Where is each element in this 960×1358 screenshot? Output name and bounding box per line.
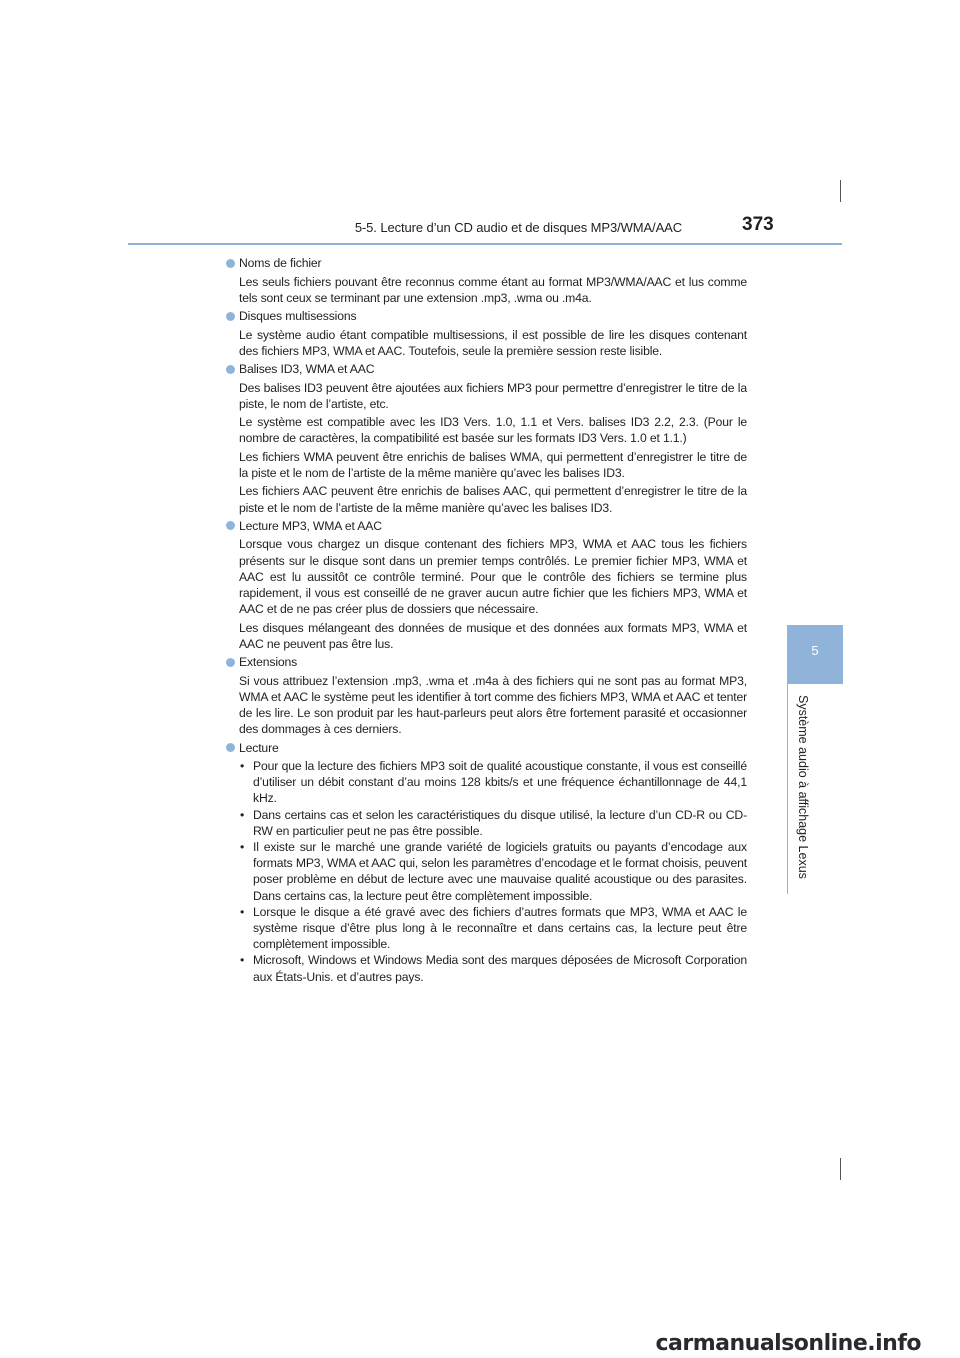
- list-item: • Microsoft, Windows et Windows Media sont des marques déposées de Microsoft Corporation aux États-Unis. et d’autres pays.: [240, 953, 747, 984]
- list-marker: •: [240, 758, 245, 773]
- header-rule: [128, 243, 842, 245]
- paragraph: Si vous attribuez l’extension .mp3, .wma et .m4a à des fichiers qui ne sont pas au format MP3, WMA et AAC le système peut les identifier à tort comme des fichiers MP3, WMA et AAC et tenter de les lire. Le son produit par les haut-parleurs peut alors être fortement parasité et occasionner des dommages à ces derniers.: [239, 673, 747, 737]
- bullet-dot-icon: [226, 743, 235, 752]
- paragraph: Les disques mélangeant des données de musique et des données aux formats MP3, WMA et AAC ne peuvent pas être lus.: [239, 620, 747, 651]
- bullet-dot-icon: [226, 312, 235, 321]
- paragraph: Lorsque vous chargez un disque contenant des fichiers MP3, WMA et AAC tous les fichiers présents sur le disque sont dans un premier temps contrôlés. Le premier fichier MP3, WMA et AAC est lu aussitôt ce contrôle terminé. Pour que le contrôle des fichiers se termine plus rapidement, il vous est conseillé de ne graver aucun autre fichier que les fichiers MP3, WMA et AAC et de ne pas créer plus de dossiers que nécessaire.: [239, 537, 747, 617]
- list-item: • Pour que la lecture des fichiers MP3 soit de qualité acoustique constante, il vous est conseillé d’utiliser un débit constant d’au moins 128 kbits/s et une fréquence échantillonnage de 44,1 kHz.: [240, 758, 747, 806]
- section-heading: Extensions: [226, 654, 747, 670]
- bullet-dot-icon: [226, 259, 235, 268]
- list-marker: •: [240, 953, 245, 968]
- list-item: • Il existe sur le marché une grande variété de logiciels gratuits ou payants d’encodage aux formats MP3, WMA et AAC qui, selon les paramètres d’encodage et le format choisis, peuvent poser problème en début de lecture avec une mauvaise qualité acoustique ou des parasites. Dans certains cas, la lecture peut être complètement impossible.: [240, 839, 747, 903]
- crop-mark-top: [840, 180, 841, 202]
- paragraph: Le système est compatible avec les ID3 Vers. 1.0, 1.1 et Vers. balises ID3 2.2, 2.3. (Pour le nombre de caractères, la compatibilité est basée sur les formats ID3 Vers. 1.0 et 1.1.): [239, 415, 747, 446]
- section-heading: Disques multisessions: [226, 308, 747, 324]
- page-number: 373: [742, 214, 774, 235]
- bullet-dot-icon: [226, 658, 235, 667]
- chapter-number: 5: [811, 643, 819, 658]
- section-heading: Noms de fichier: [226, 255, 747, 271]
- section-heading: Lecture MP3, WMA et AAC: [226, 518, 747, 534]
- page-content: [226, 253, 747, 985]
- paragraph: Des balises ID3 peuvent être ajoutées aux fichiers MP3 pour permettre d’enregistrer le titre de la piste, le nom de l’artiste, etc.: [239, 380, 747, 411]
- paragraph: Les seuls fichiers pouvant être reconnus comme étant au format MP3/WMA/AAC et lus comme tels sont ceux se terminant par une extension .mp3, .wma ou .m4a.: [239, 274, 747, 305]
- section-heading: Balises ID3, WMA et AAC: [226, 361, 747, 377]
- chapter-tab: [787, 625, 843, 684]
- chapter-tab-rule: [787, 684, 788, 894]
- chapter-title-vertical: Système audio à affichage Lexus: [796, 695, 810, 879]
- paragraph: Les fichiers AAC peuvent être enrichis de balises AAC, qui permettent d’enregistrer le titre de la piste et le nom de l’artiste de la même manière qu’avec les balises ID3.: [239, 484, 747, 515]
- footer-watermark: carmanualsonline.info: [655, 1331, 921, 1356]
- paragraph: Le système audio étant compatible multisessions, il est possible de lire les disques contenant des fichiers MP3, WMA et AAC. Toutefois, seule la première session reste lisible.: [239, 327, 747, 358]
- running-header-title: 5-5. Lecture d’un CD audio et de disques MP3/WMA/AAC: [354, 220, 682, 235]
- list-item: • Dans certains cas et selon les caractéristiques du disque utilisé, la lecture d’un CD-R ou CD-RW en particulier peut ne pas être possible.: [240, 807, 747, 838]
- list-marker: •: [240, 839, 245, 854]
- list-marker: •: [240, 807, 245, 822]
- bullet-dot-icon: [226, 521, 235, 530]
- crop-mark-bottom: [840, 1158, 841, 1180]
- list-item: • Lorsque le disque a été gravé avec des fichiers d’autres formats que MP3, WMA et AAC le système risque d’être plus long à le reconnaître et dans certains cas, la lecture peut être complètement impossible.: [240, 904, 747, 952]
- bullet-dot-icon: [226, 365, 235, 374]
- sub-list: [239, 758, 747, 985]
- paragraph: Les fichiers WMA peuvent être enrichis de balises WMA, qui permettent d’enregistrer le titre de la piste et le nom de l’artiste de la même manière qu’avec les balises ID3.: [239, 449, 747, 480]
- list-marker: •: [240, 904, 245, 919]
- section-heading: Lecture: [226, 740, 747, 756]
